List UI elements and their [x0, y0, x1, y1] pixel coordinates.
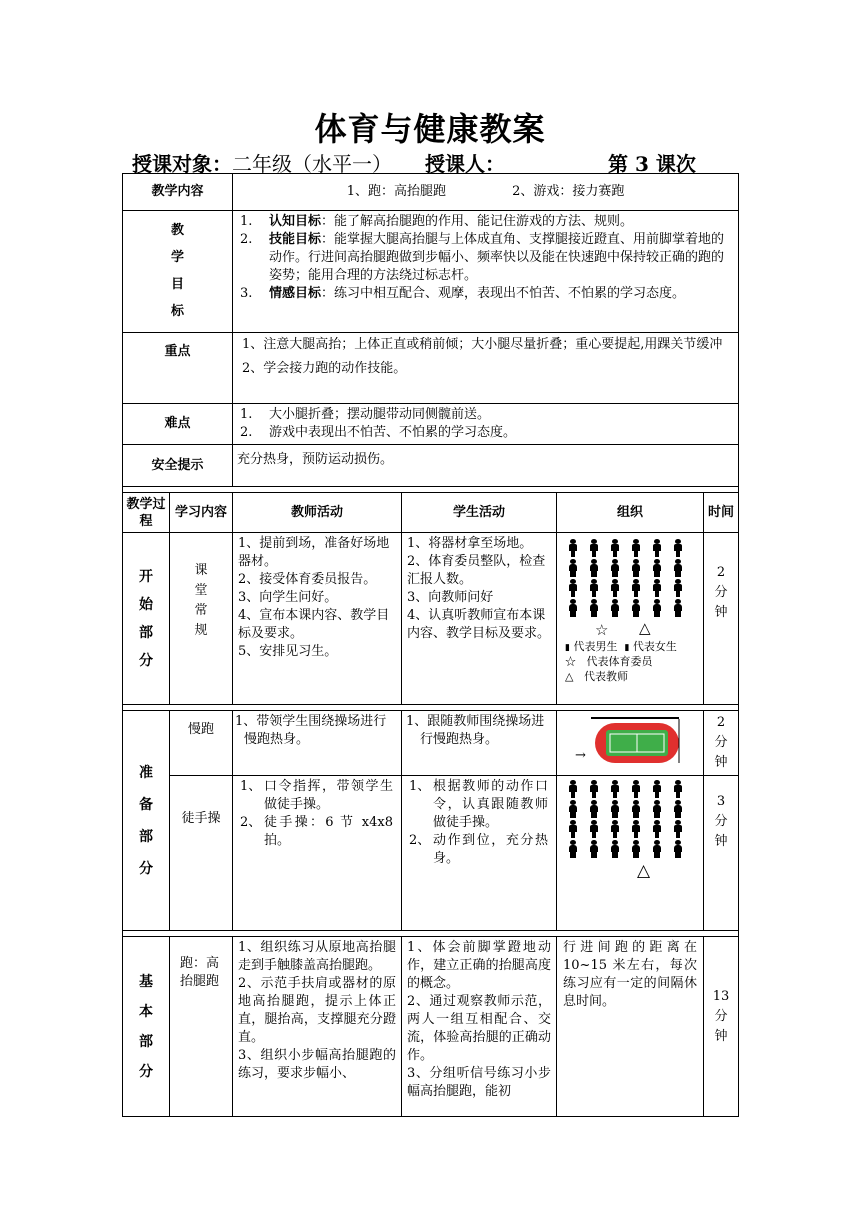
lesson-number: 第 3 课次	[608, 152, 696, 176]
header-org: 组织	[557, 493, 704, 533]
content-value: 1、跑：高抬腿跑 2、游戏：接力赛跑	[233, 174, 739, 211]
page-title: 体育与健康教案	[314, 110, 546, 148]
section-start: 开 始 部 分	[123, 533, 170, 705]
exercise-teacher: 1、 口令指挥，带领学生做徒手操。 2、 徒手操：6 节 x4x8 拍。	[233, 776, 402, 931]
legend-teacher: △ 代表教师	[565, 670, 628, 683]
exercise-student: 1、 根据教师的动作口令，认真跟随教师做徒手操。 2、 动作到位，充分热身。	[402, 776, 557, 931]
goal-item: 2. 技能目标：能掌握大腿高抬腿与上体成直角、支撑腿接近蹬直、用前脚掌着地的动作。行进间高抬腿跑做到步幅小、频率快以及能在快速跑中保持较正确的跑的姿势；能用合理的方法绕过标志杆。	[240, 232, 725, 283]
target-value: 二年级（水平一）	[232, 152, 392, 176]
difficulty-item: 2. 游戏中表现出不怕苦、不怕累的学习态度。	[240, 425, 517, 440]
exercise-label: 徒手操	[170, 776, 233, 931]
start-student: 1、将器材拿至场地。 2、体育委员整队，检查汇报人数。 3、向教师问好 4、认真听教师宣布本课内容、教学目标及要求。	[402, 533, 557, 705]
arrow-icon: →	[575, 748, 586, 763]
basic-content: 跑：高抬腿跑	[170, 937, 233, 1117]
key-item: 2、学会接力跑的动作技能。	[242, 361, 407, 376]
legend-star: ☆ 代表体育委员	[565, 655, 653, 668]
exercise-time: 3 分 钟	[704, 776, 739, 931]
basic-time: 13 分 钟	[704, 937, 739, 1117]
student-formation	[569, 539, 682, 619]
section-prep: 准 备 部 分	[123, 711, 170, 931]
jog-time: 2 分 钟	[704, 711, 739, 776]
goals-label: 教 学 目 标	[123, 211, 233, 333]
header-process: 教学过程	[123, 493, 170, 533]
exercise-formation	[569, 780, 682, 860]
goal-item: 1. 认知目标：能了解高抬腿跑的作用、能记住游戏的方法、规则。	[240, 214, 634, 229]
difficulty-cell	[233, 404, 739, 445]
section-basic: 基 本 部 分	[123, 937, 170, 1117]
difficulty-label: 难点	[123, 404, 233, 445]
start-org	[557, 533, 704, 705]
start-time: 2 分 钟	[704, 533, 739, 705]
jog-label: 慢跑	[170, 711, 233, 776]
track-edge	[591, 717, 679, 719]
exercise-org	[557, 776, 704, 931]
star-icon: ☆	[595, 621, 609, 639]
start-content: 课 堂 常 规	[170, 533, 233, 705]
header-content: 学习内容	[170, 493, 233, 533]
start-teacher: 1、提前到场，准备好场地器材。 2、接受体育委员报告。 3、向学生问好。 4、宣布本课内容、教学目标及要求。 5、安排见习生。	[233, 533, 402, 705]
triangle-icon: △	[639, 619, 651, 637]
basic-student: 1、体会前脚掌蹬地动作，建立正确的抬腿高度的概念。 2、通过观察教师示范，两人一组互相配合、交流，体验高抬腿的正确动作。 3、分组听信号练习小步幅高抬腿跑，能初	[402, 937, 557, 1117]
key-item: 1、注意大腿高抬；上体正直或稍前倾；大小腿尽量折叠；重心要提起,用踝关节缓冲	[242, 337, 723, 352]
basic-org: 行进间跑的距离在 10~15 米左右，每次练习应有一定的间隔休息时间。	[557, 937, 704, 1117]
jog-teacher: 1、带领学生围绕操场进行慢跑热身。	[233, 711, 402, 776]
lesson-plan-table	[122, 173, 739, 1117]
target-label: 授课对象：二年级（水平一）	[132, 152, 392, 176]
basic-teacher: 1、组织练习从原地高抬腿走到手触膝盖高抬腿跑。 2、示范手扶肩或器材的原地高抬腿跑，提示上体正直，腿抬高，支撑腿充分蹬直。 3、组织小步幅高抬腿跑的练习，要求步幅小、	[233, 937, 402, 1117]
goal-item: 3. 情感目标：练习中相互配合、观摩，表现出不怕苦、不怕累的学习态度。	[240, 286, 686, 301]
legend-gender: ▮ 代表男生 ▮ 代表女生	[565, 640, 677, 653]
header-time: 时间	[704, 493, 739, 533]
content-label: 教学内容	[123, 174, 233, 211]
header-teacher: 教师活动	[233, 493, 402, 533]
jog-org	[557, 711, 704, 776]
goals-cell	[233, 211, 739, 333]
safety-label: 安全提示	[123, 445, 233, 487]
jog-student: 1、跟随教师围绕操场进行慢跑热身。	[402, 711, 557, 776]
difficulty-item: 1. 大小腿折叠；摆动腿带动同侧髋前送。	[240, 407, 491, 422]
triangle-icon: △	[637, 861, 651, 881]
key-label: 重点	[123, 333, 233, 404]
header-student: 学生活动	[402, 493, 557, 533]
safety-value: 充分热身，预防运动损伤。	[233, 445, 739, 487]
key-cell	[233, 333, 739, 404]
teacher-label: 授课人：	[425, 152, 505, 176]
